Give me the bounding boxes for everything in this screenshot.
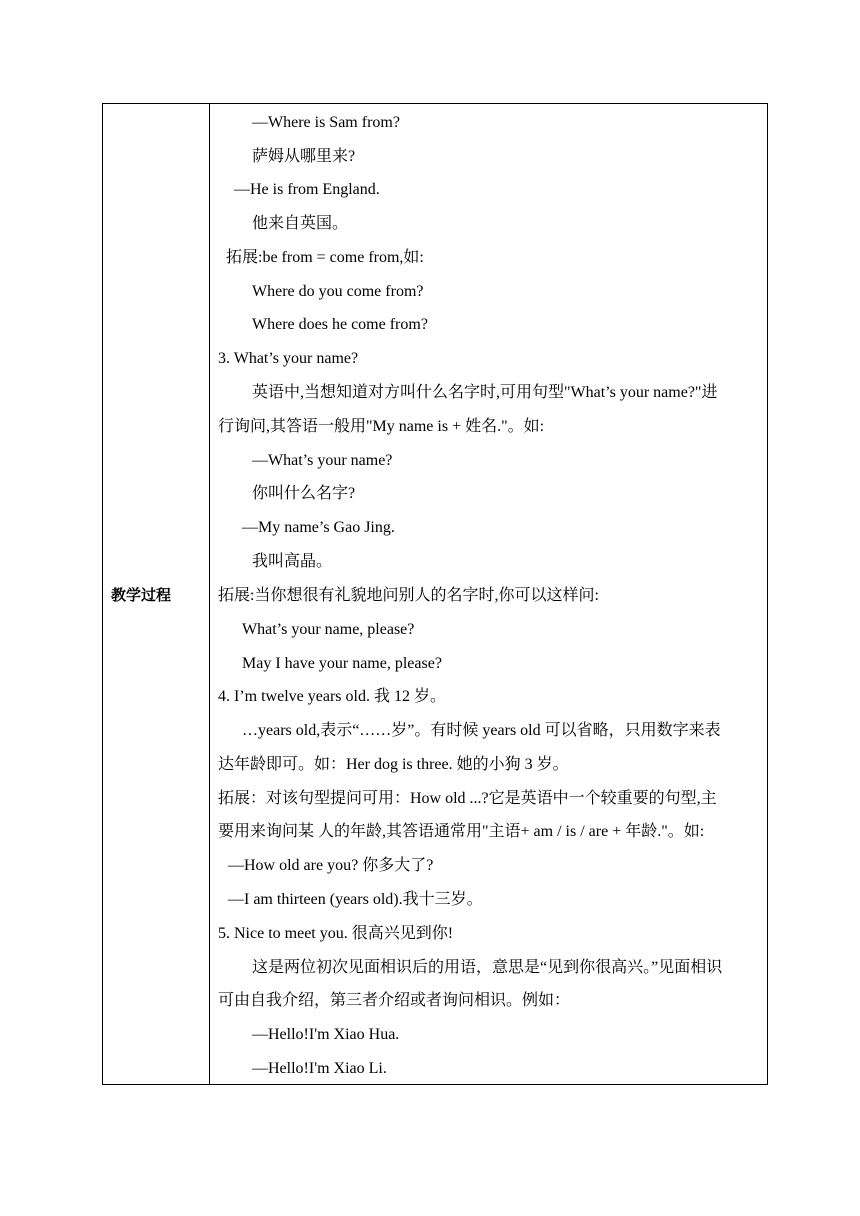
- text-line: —Hello!I'm Xiao Li.: [252, 1060, 387, 1077]
- text-line: 5. Nice to meet you. 很高兴见到你!: [218, 925, 454, 942]
- text-line: Where does he come from?: [252, 316, 428, 333]
- text-line: 3. What’s your name?: [218, 350, 359, 367]
- text-line: …years old,表示“……岁”。有时候 years old 可以省略，只用数字来表: [242, 722, 721, 739]
- text-line: What’s your name, please?: [242, 621, 415, 638]
- text-line: —He is from England.: [234, 181, 380, 198]
- text-line: 可由自我介绍，第三者介绍或者询问相识。例如：: [218, 992, 571, 1009]
- text-line: 萨姆从哪里来?: [252, 148, 356, 165]
- text-line: 达年龄即可。如：Her dog is three. 她的小狗 3 岁。: [218, 756, 569, 773]
- text-line: 拓展:be from = come from,如:: [226, 249, 424, 266]
- text-line: 要用来询问某 人的年龄,其答语通常用"主语+ am / is / are + 年龄."。如:: [218, 823, 705, 840]
- text-line: —Where is Sam from?: [252, 114, 400, 131]
- row-label: 教学过程: [111, 585, 172, 604]
- text-line: 这是两位初次见面相识后的用语，意思是“见到你很高兴。”见面相识: [252, 959, 723, 976]
- text-line: 他来自英国。: [252, 215, 349, 232]
- text-line: —How old are you? 你多大了?: [228, 857, 434, 874]
- text-line: 4. I’m twelve years old. 我 12 岁。: [218, 688, 446, 705]
- text-line: —My name’s Gao Jing.: [242, 519, 395, 536]
- text-line: 拓展：对该句型提问可用：How old ...?它是英语中一个较重要的句型,主: [218, 790, 717, 807]
- text-line: Where do you come from?: [252, 283, 424, 300]
- text-line: 你叫什么名字?: [252, 485, 356, 502]
- text-line: 行询问,其答语一般用"My name is + 姓名."。如:: [218, 418, 545, 435]
- text-line: —Hello!I'm Xiao Hua.: [252, 1026, 400, 1043]
- content-cell: [210, 104, 768, 1085]
- text-line: —What’s your name?: [252, 452, 393, 469]
- lesson-table: [102, 103, 768, 1085]
- text-line: 拓展:当你想很有礼貌地问别人的名字时,你可以这样问:: [218, 587, 599, 604]
- text-line: May I have your name, please?: [242, 655, 442, 672]
- text-line: —I am thirteen (years old).我十三岁。: [228, 891, 483, 908]
- table-row: [103, 104, 768, 1085]
- text-line: 英语中,当想知道对方叫什么名字时,可用句型"What’s your name?"进: [252, 384, 718, 401]
- row-label-cell: [103, 104, 210, 1085]
- text-line: 我叫高晶。: [252, 553, 333, 570]
